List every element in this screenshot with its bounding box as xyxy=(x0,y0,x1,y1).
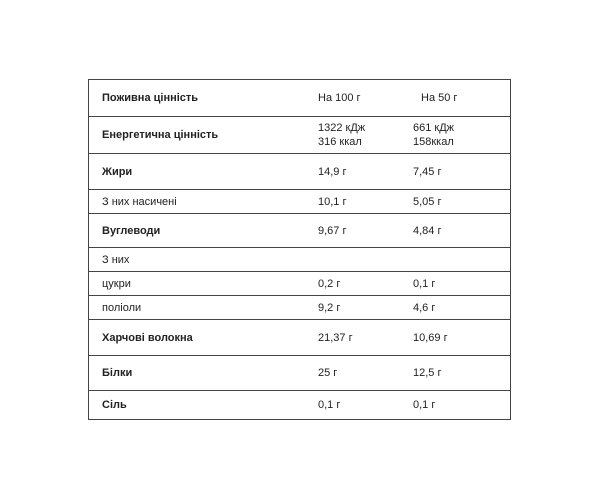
header-name: Поживна цінність xyxy=(102,92,199,104)
nutrient-per50: 12,5 г xyxy=(413,367,442,379)
table-row xyxy=(89,391,510,419)
table-row xyxy=(89,248,510,272)
table-row xyxy=(89,296,510,320)
header-per50: На 50 г xyxy=(421,92,458,104)
nutrient-name: поліоли xyxy=(102,301,142,314)
energy-per100 xyxy=(316,121,411,149)
header-per100: На 100 г xyxy=(318,92,361,104)
energy-per50-kj: 661 кДж xyxy=(413,122,455,134)
nutrient-name: цукри xyxy=(102,277,131,290)
nutrient-per50: 0,1 г xyxy=(413,277,436,290)
nutrient-per50: 4,6 г xyxy=(413,301,436,314)
table-row xyxy=(89,272,510,296)
table-header-row xyxy=(89,80,510,117)
nutrient-per100: 0,1 г xyxy=(318,399,341,411)
energy-per50-kcal: 158ккал xyxy=(413,136,454,148)
energy-per50 xyxy=(411,121,510,149)
nutrient-per50: 4,84 г xyxy=(413,224,442,237)
nutrient-per100: 9,67 г xyxy=(318,224,347,237)
nutrient-name: Вуглеводи xyxy=(102,224,161,237)
table-row xyxy=(89,356,510,391)
nutrition-table xyxy=(88,79,511,420)
table-row xyxy=(89,214,510,248)
nutrient-per100: 0,2 г xyxy=(318,277,341,290)
nutrient-name: Сіль xyxy=(102,399,127,411)
nutrient-per50: 7,45 г xyxy=(413,165,442,178)
nutrient-per50: 0,1 г xyxy=(413,399,436,411)
nutrient-per100: 21,37 г xyxy=(318,331,353,344)
energy-name: Енергетична цінність xyxy=(102,129,219,141)
nutrient-name: З них xyxy=(102,253,130,266)
nutrient-name: Жири xyxy=(102,165,133,178)
table-row-energy xyxy=(89,117,510,154)
nutrient-per50: 5,05 г xyxy=(413,195,442,208)
table-row xyxy=(89,190,510,214)
table-row xyxy=(89,320,510,356)
energy-per100-kcal: 316 ккал xyxy=(318,136,362,148)
nutrient-per100: 14,9 г xyxy=(318,165,347,178)
nutrient-name: Білки xyxy=(102,367,133,379)
energy-per100-kj: 1322 кДж xyxy=(318,122,366,134)
nutrient-per100: 10,1 г xyxy=(318,195,347,208)
nutrient-per50: 10,69 г xyxy=(413,331,448,344)
nutrient-name: Харчові волокна xyxy=(102,331,193,344)
nutrient-name: З них насичені xyxy=(102,195,177,208)
table-row xyxy=(89,154,510,190)
nutrient-per100: 25 г xyxy=(318,367,338,379)
nutrient-per100: 9,2 г xyxy=(318,301,341,314)
